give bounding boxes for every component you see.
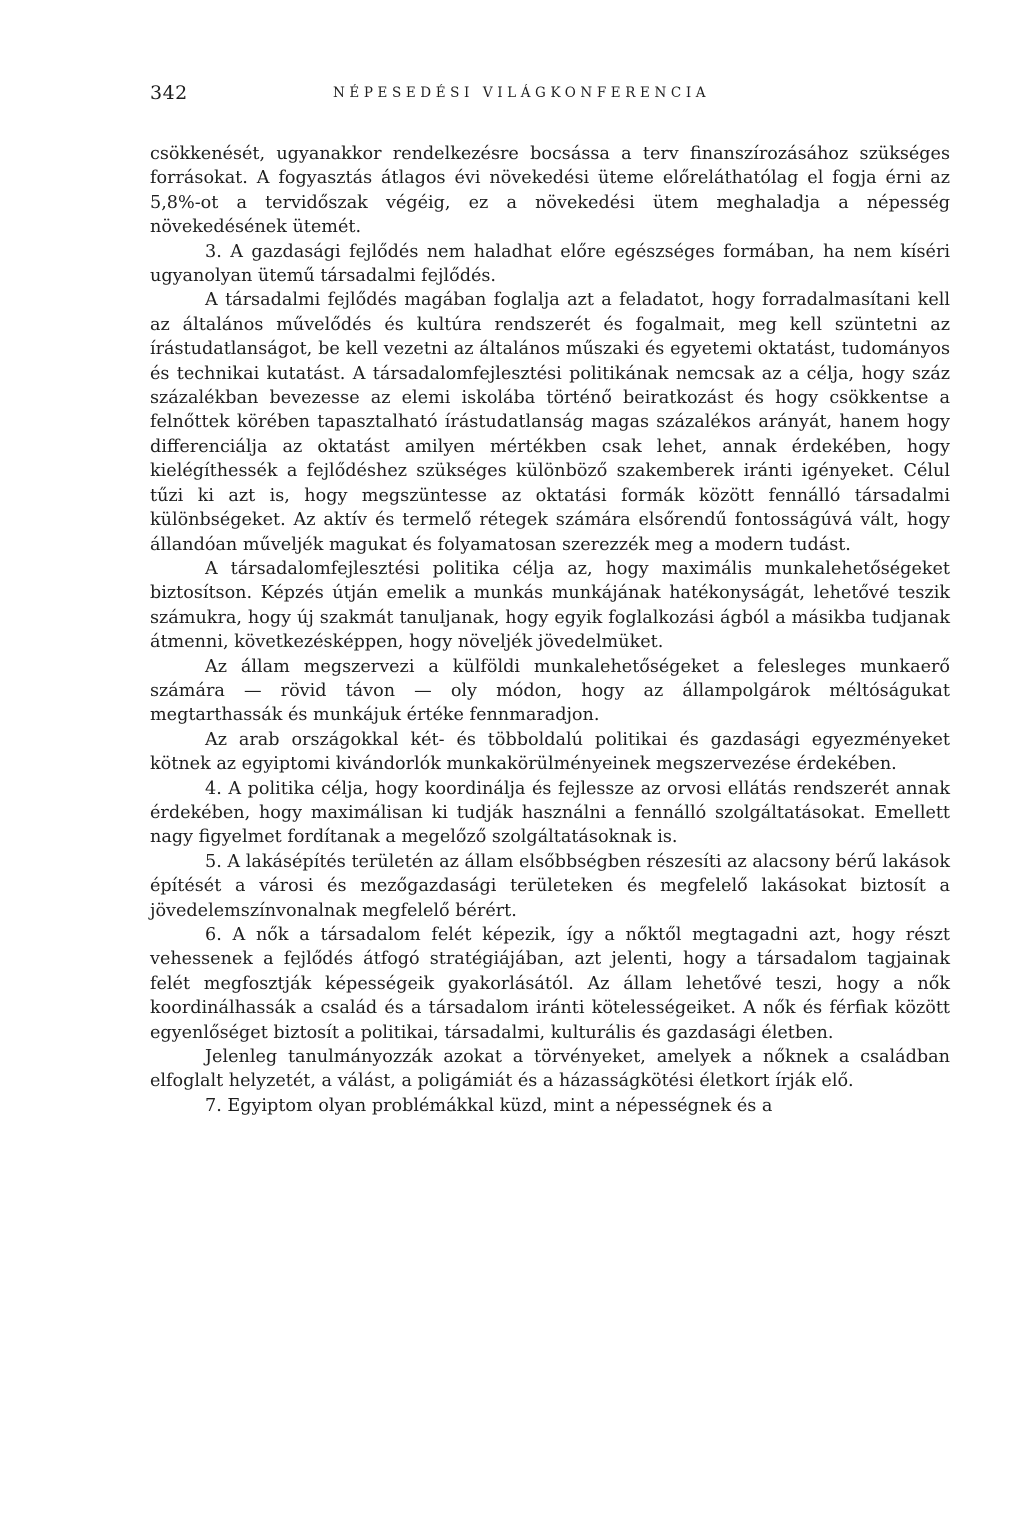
page-header [150,82,950,112]
paragraph-continuation: csökkenését, ugyanakkor rendelkezésre bocsássa a terv finanszírozásához szükséges forrásokat. A fogyasztás átlagos évi növekedési üteme előreláthatólag el fogja érni az 5,8%-ot a tervidőszak végéig, ez a növekedési ütem meghaladja a népesség növekedésének ütemét. [150,144,950,238]
paragraph-social-development: A társadalmi fejlődés magában foglalja azt a feladatot, hogy forradalmasítani kell az általános művelődés és kultúra rendszerét és fogalmait, meg kell szüntetni az írástudatlanságot, be kell vezetni az általános műszaki és egyetemi oktatást, tudományos és technikai kutatást. A társadalomfejlesztési politikának nemcsak az a célja, hogy száz százalékban bevezesse az elemi iskolába történő beiratkozást és hogy csökkentse a felnőttek körében tapasztalható írástudatlanság magas százalékos arányát, hanem hogy differenciálja az oktatást amilyen mértékben csak lehet, annak érdekében, hogy kielégíthessék a fejlődéshez szükséges különböző szakemberek iránti igényeket. Célul tűzi ki azt is, hogy megszüntesse az oktatási formák között fennálló társadalmi különbségeket. Az aktív és termelő rétegek számára elsőrendű fontosságúvá vált, hogy állandóan műveljék magukat és folyamatosan szerezzék meg a modern tudást. [150,290,950,555]
paragraph-point-4: 4. A politika célja, hogy koordinálja és fejlessze az orvosi ellátás rendszerét annak érdekében, hogy maximálisan ki tudják használni a fennálló szolgáltatásokat. Emellett nagy figyelmet fordítanak a megelőző szolgáltatásoknak is. [150,778,950,848]
paragraph-foreign-work: Az állam megszervezi a külföldi munkalehetőségeket a felesleges munkaerő számára — rövid távon — oly módon, hogy az állampolgárok méltóságukat megtarthassák és munkájuk értéke fennmaradjon. [150,656,950,726]
paragraph-employment-policy: A társadalomfejlesztési politika célja az, hogy maximális munkalehetőségeket biztosítson. Képzés útján emelik a munkás munkájának hatékonyságát, lehetővé teszik számukra, hogy új szakmát tanuljanak, hogy egyik foglalkozási ágból a másikba tudjanak átmenni, következésképpen, hogy növeljék jövedelmüket. [150,558,950,653]
paragraph-arab-agreements: Az arab országokkal két- és többoldalú politikai és gazdasági egyezményeket kötnek az egyiptomi kivándorlók munkakörülményeinek megszervezése érdekében. [150,729,950,775]
paragraph-laws-study: Jelenleg tanulmányozzák azokat a törvényeket, amelyek a nőknek a családban elfoglalt helyzetét, a válást, a poligámiát és a házasságkötési életkort írják elő. [150,1047,950,1092]
paragraph-point-7: 7. Egyiptom olyan problémákkal küzd, mint a népességnek és a [205,1095,773,1116]
running-title: NÉPESEDÉSI VILÁGKONFERENCIA [333,85,711,101]
paragraph-point-6: 6. A nők a társadalom felét képezik, így a nőktől megtagadni azt, hogy részt vehessenek a fejlődés átfogó stratégiájában, azt jelenti, hogy a társadalom tagjainak felét megfosztják képességeik gyakorlásától. Az állam lehetővé teszi, hogy a nők koordinálhassák a család és a társadalom iránti kötelességeiket. A nők és férfiak között egyenlőséget biztosít a politikai, társadalmi, kulturális és gazdasági életben. [150,925,950,1043]
body-text [150,142,950,1118]
page-number: 342 [150,82,188,104]
paragraph-point-5: 5. A lakásépítés területén az állam elsőbbségben részesíti az alacsony bérű lakások építését a városi és mezőgazdasági területeken és megfelelő lakásokat biztosít a jövedelemszínvonalnak megfelelő bérért. [150,851,950,921]
paragraph-point-3: 3. A gazdasági fejlődés nem haladhat előre egészséges formában, ha nem kíséri ugyanolyan ütemű társadalmi fejlődés. [150,241,950,287]
